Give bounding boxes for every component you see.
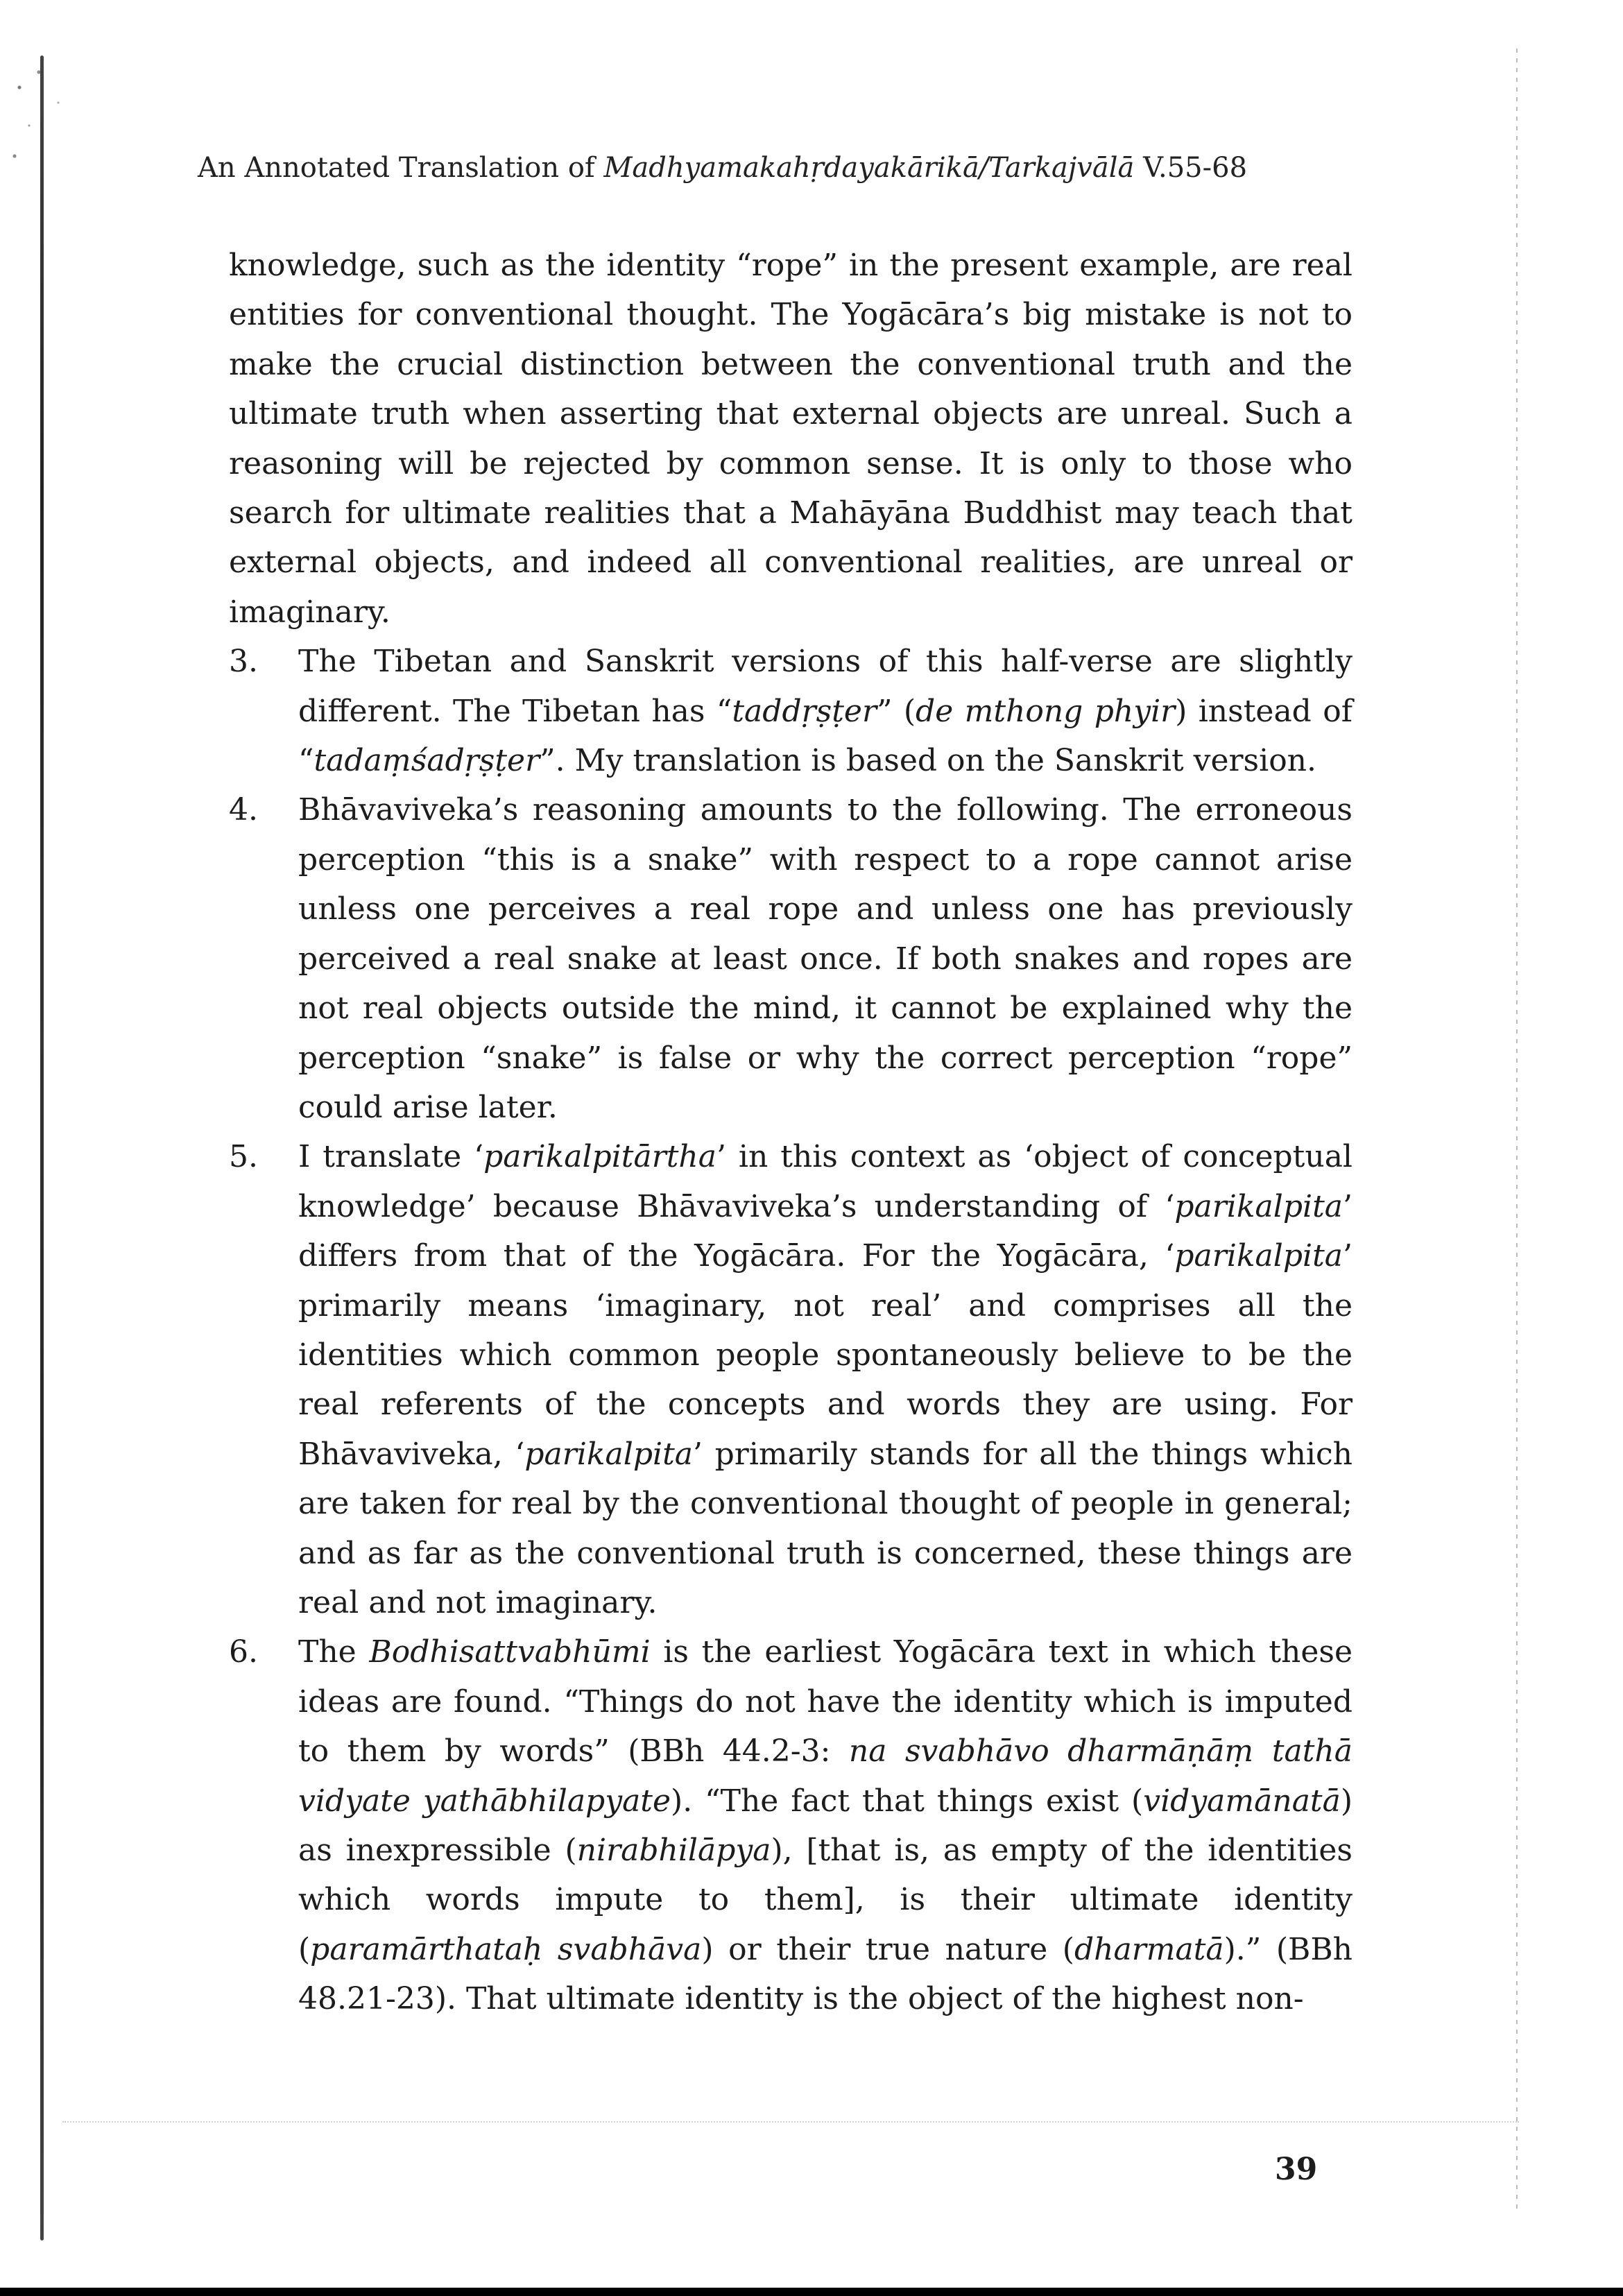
scan-bottom-edge [0,2288,1623,2296]
page-binding-edge [40,55,44,2241]
note-text: Bhāvaviveka’s reasoning amounts to the following. The erroneous perception “this is a snake” with respect to a rope cannot arise unless one perceives a real rope and unless one has previously perceived a real snake at least once. If both snakes and ropes are not real objects outside the mind, it cannot be explained why the perception “snake” is false or why the correct perception “rope” could arise later. [298,792,1352,1125]
note-3 [229,637,1352,785]
running-head-suffix: V.55-68 [1134,152,1248,184]
main-text [229,241,1352,2024]
note-5 [229,1132,1352,1627]
note-6 [229,1627,1352,2023]
note-text: I translate ‘parikalpitārtha’ in this context as ‘object of conceptual knowledge’ because Bhāvaviveka’s understanding of ‘parikalpita’ differs from that of the Yogācāra. For the Yogācāra, ‘parikalpita’ primarily means ‘imaginary, not real’ and comprises all the identities which common people spontaneously believe to be the real referents of the concepts and words they are using. For Bhāvaviveka, ‘parikalpita’ primarily stands for all the things which are taken for real by the conventional thought of people in general; and as far as the conventional truth is concerned, these things are real and not imaginary. [298,1139,1352,1620]
note-text: The Bodhisattvabhūmi is the earliest Yogācāra text in which these ideas are found. “Things do not have the identity which is imputed to them by words” (BBh 44.2-3: na svabhāvo dharmāṇāṃ tathā vidyate yathābhilapyate). “The fact that things exist (vidyamānatā) as inexpressible (nirabhilāpya), [that is, as empty of the identities which words impute to them], is their ultimate identity (paramārthataḥ svabhāva) or their true nature (dharmatā).” (BBh 48.21-23). That ultimate identity is the object of the highest non- [298,1634,1353,2017]
note-4 [229,785,1352,1132]
note-number: 4. [229,792,258,828]
note-number: 6. [229,1634,258,1670]
scan-right-edge [1516,49,1518,2213]
continuation-paragraph: knowledge, such as the identity “rope” in the present example, are real entities for conventional thought. The Yogācāra’s big mistake is not to make the crucial distinction between the conventional truth and the ultimate truth when asserting that external objects are unreal. Such a reasoning will be rejected by common sense. It is only to those who search for ultimate realities that a Mahāyāna Buddhist may teach that external objects, and indeed all conventional realities, are unreal or imaginary. [229,248,1352,630]
page-number: 39 [1275,2152,1318,2187]
note-number: 5. [229,1139,258,1175]
running-head-title: Madhyamakahṛdayakārikā/Tarkajvālā [603,152,1135,184]
running-head [198,147,1349,189]
scan-speckle [0,42,97,194]
running-head-prefix: An Annotated Translation of [198,152,604,184]
scan-dotted-line [62,2121,1519,2123]
note-number: 3. [229,644,258,680]
note-text: The Tibetan and Sanskrit versions of this half-verse are slightly different. The Tibetan has “taddṛṣṭer” (de mthong phyir) instead of “tadaṃśadṛṣṭer”. My translation is based on the Sanskrit version. [298,644,1352,779]
